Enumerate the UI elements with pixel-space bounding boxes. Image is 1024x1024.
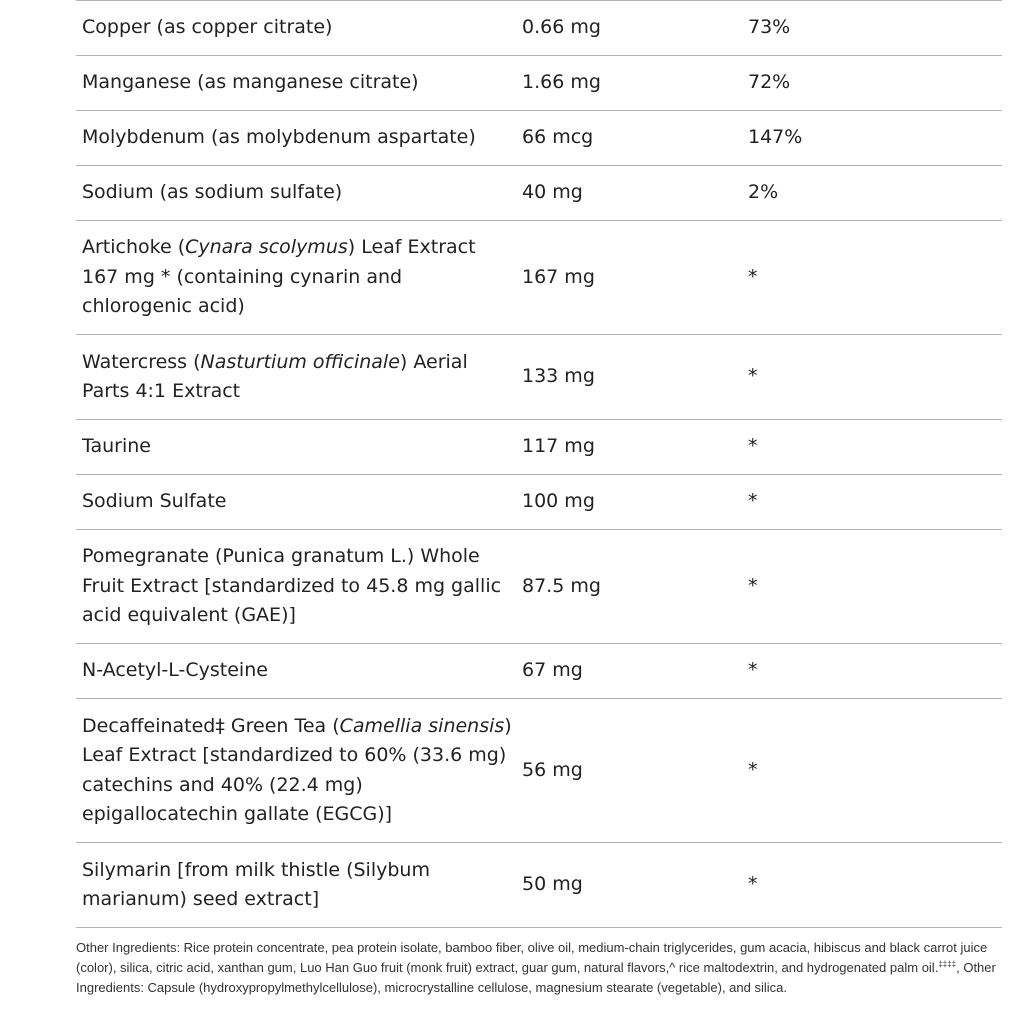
daily-value: *: [738, 843, 1002, 928]
daily-value: *: [738, 699, 1002, 843]
table-row: [76, 335, 1002, 420]
ingredient-name: Artichoke (Cynara scolymus) Leaf Extract 167 mg * (containing cynarin and chlorogenic acid): [76, 221, 514, 335]
ingredient-amount: 117 mg: [514, 420, 738, 475]
ingredient-name: Manganese (as manganese citrate): [76, 56, 514, 111]
capsule-ingredients-text: , Other Ingredients: Capsule (hydroxypropylmethylcellulose), microcrystalline cellulose, magnesium stearate (vegetable), and silica.: [76, 960, 996, 995]
ingredient-name: Pomegranate (Punica granatum L.) Whole Fruit Extract [standardized to 45.8 mg gallic acid equivalent (GAE)]: [76, 530, 514, 644]
supplement-facts-table: [76, 0, 1002, 928]
daily-value: 72%: [738, 56, 1002, 111]
daily-value: *: [738, 475, 1002, 530]
table-row: [76, 1, 1002, 56]
daily-value: *: [738, 644, 1002, 699]
daily-value: 2%: [738, 166, 1002, 221]
other-ingredients-text: Other Ingredients: Rice protein concentrate, pea protein isolate, bamboo fiber, olive oil, medium-chain triglycerides, gum acacia, hibiscus and black carrot juice (color), silica, citric acid, xanthan gum, Luo Han Guo fruit (monk fruit) extract, guar gum, natural flavors,^ rice maltodextrin, and hydrogenated palm oil.: [76, 940, 988, 975]
table-row: [76, 221, 1002, 335]
ingredient-amount: 133 mg: [514, 335, 738, 420]
ingredient-name: Sodium (as sodium sulfate): [76, 166, 514, 221]
ingredient-name: Molybdenum (as molybdenum aspartate): [76, 111, 514, 166]
ingredient-amount: 87.5 mg: [514, 530, 738, 644]
table-row: [76, 166, 1002, 221]
ingredient-name: Decaffeinated‡ Green Tea (Camellia sinensis) Leaf Extract [standardized to 60% (33.6 mg) catechins and 40% (22.4 mg) epigallocatechin gallate (EGCG)]: [76, 699, 514, 843]
ingredient-amount: 67 mg: [514, 644, 738, 699]
ingredient-amount: 100 mg: [514, 475, 738, 530]
table-row: [76, 699, 1002, 843]
other-ingredients-note: [76, 938, 1002, 998]
ingredient-name: Copper (as copper citrate): [76, 1, 514, 56]
ingredient-amount: 1.66 mg: [514, 56, 738, 111]
table-row: [76, 420, 1002, 475]
ingredient-amount: 0.66 mg: [514, 1, 738, 56]
ingredient-name: Silymarin [from milk thistle (Silybum marianum) seed extract]: [76, 843, 514, 928]
table-row: [76, 475, 1002, 530]
ingredient-amount: 40 mg: [514, 166, 738, 221]
table-row: [76, 530, 1002, 644]
daily-value: *: [738, 335, 1002, 420]
ingredient-amount: 56 mg: [514, 699, 738, 843]
daily-value: 147%: [738, 111, 1002, 166]
daily-value: *: [738, 420, 1002, 475]
ingredient-amount: 50 mg: [514, 843, 738, 928]
table-row: [76, 111, 1002, 166]
ingredient-name: N-Acetyl-L-Cysteine: [76, 644, 514, 699]
footnote-marks: ‡‡‡‡: [938, 959, 957, 969]
daily-value: 73%: [738, 1, 1002, 56]
ingredient-name: Watercress (Nasturtium officinale) Aerial Parts 4:1 Extract: [76, 335, 514, 420]
ingredient-name: Sodium Sulfate: [76, 475, 514, 530]
daily-value: *: [738, 530, 1002, 644]
ingredient-amount: 167 mg: [514, 221, 738, 335]
table-row: [76, 843, 1002, 928]
daily-value: *: [738, 221, 1002, 335]
table-row: [76, 56, 1002, 111]
ingredient-name: Taurine: [76, 420, 514, 475]
ingredient-amount: 66 mcg: [514, 111, 738, 166]
table-row: [76, 644, 1002, 699]
